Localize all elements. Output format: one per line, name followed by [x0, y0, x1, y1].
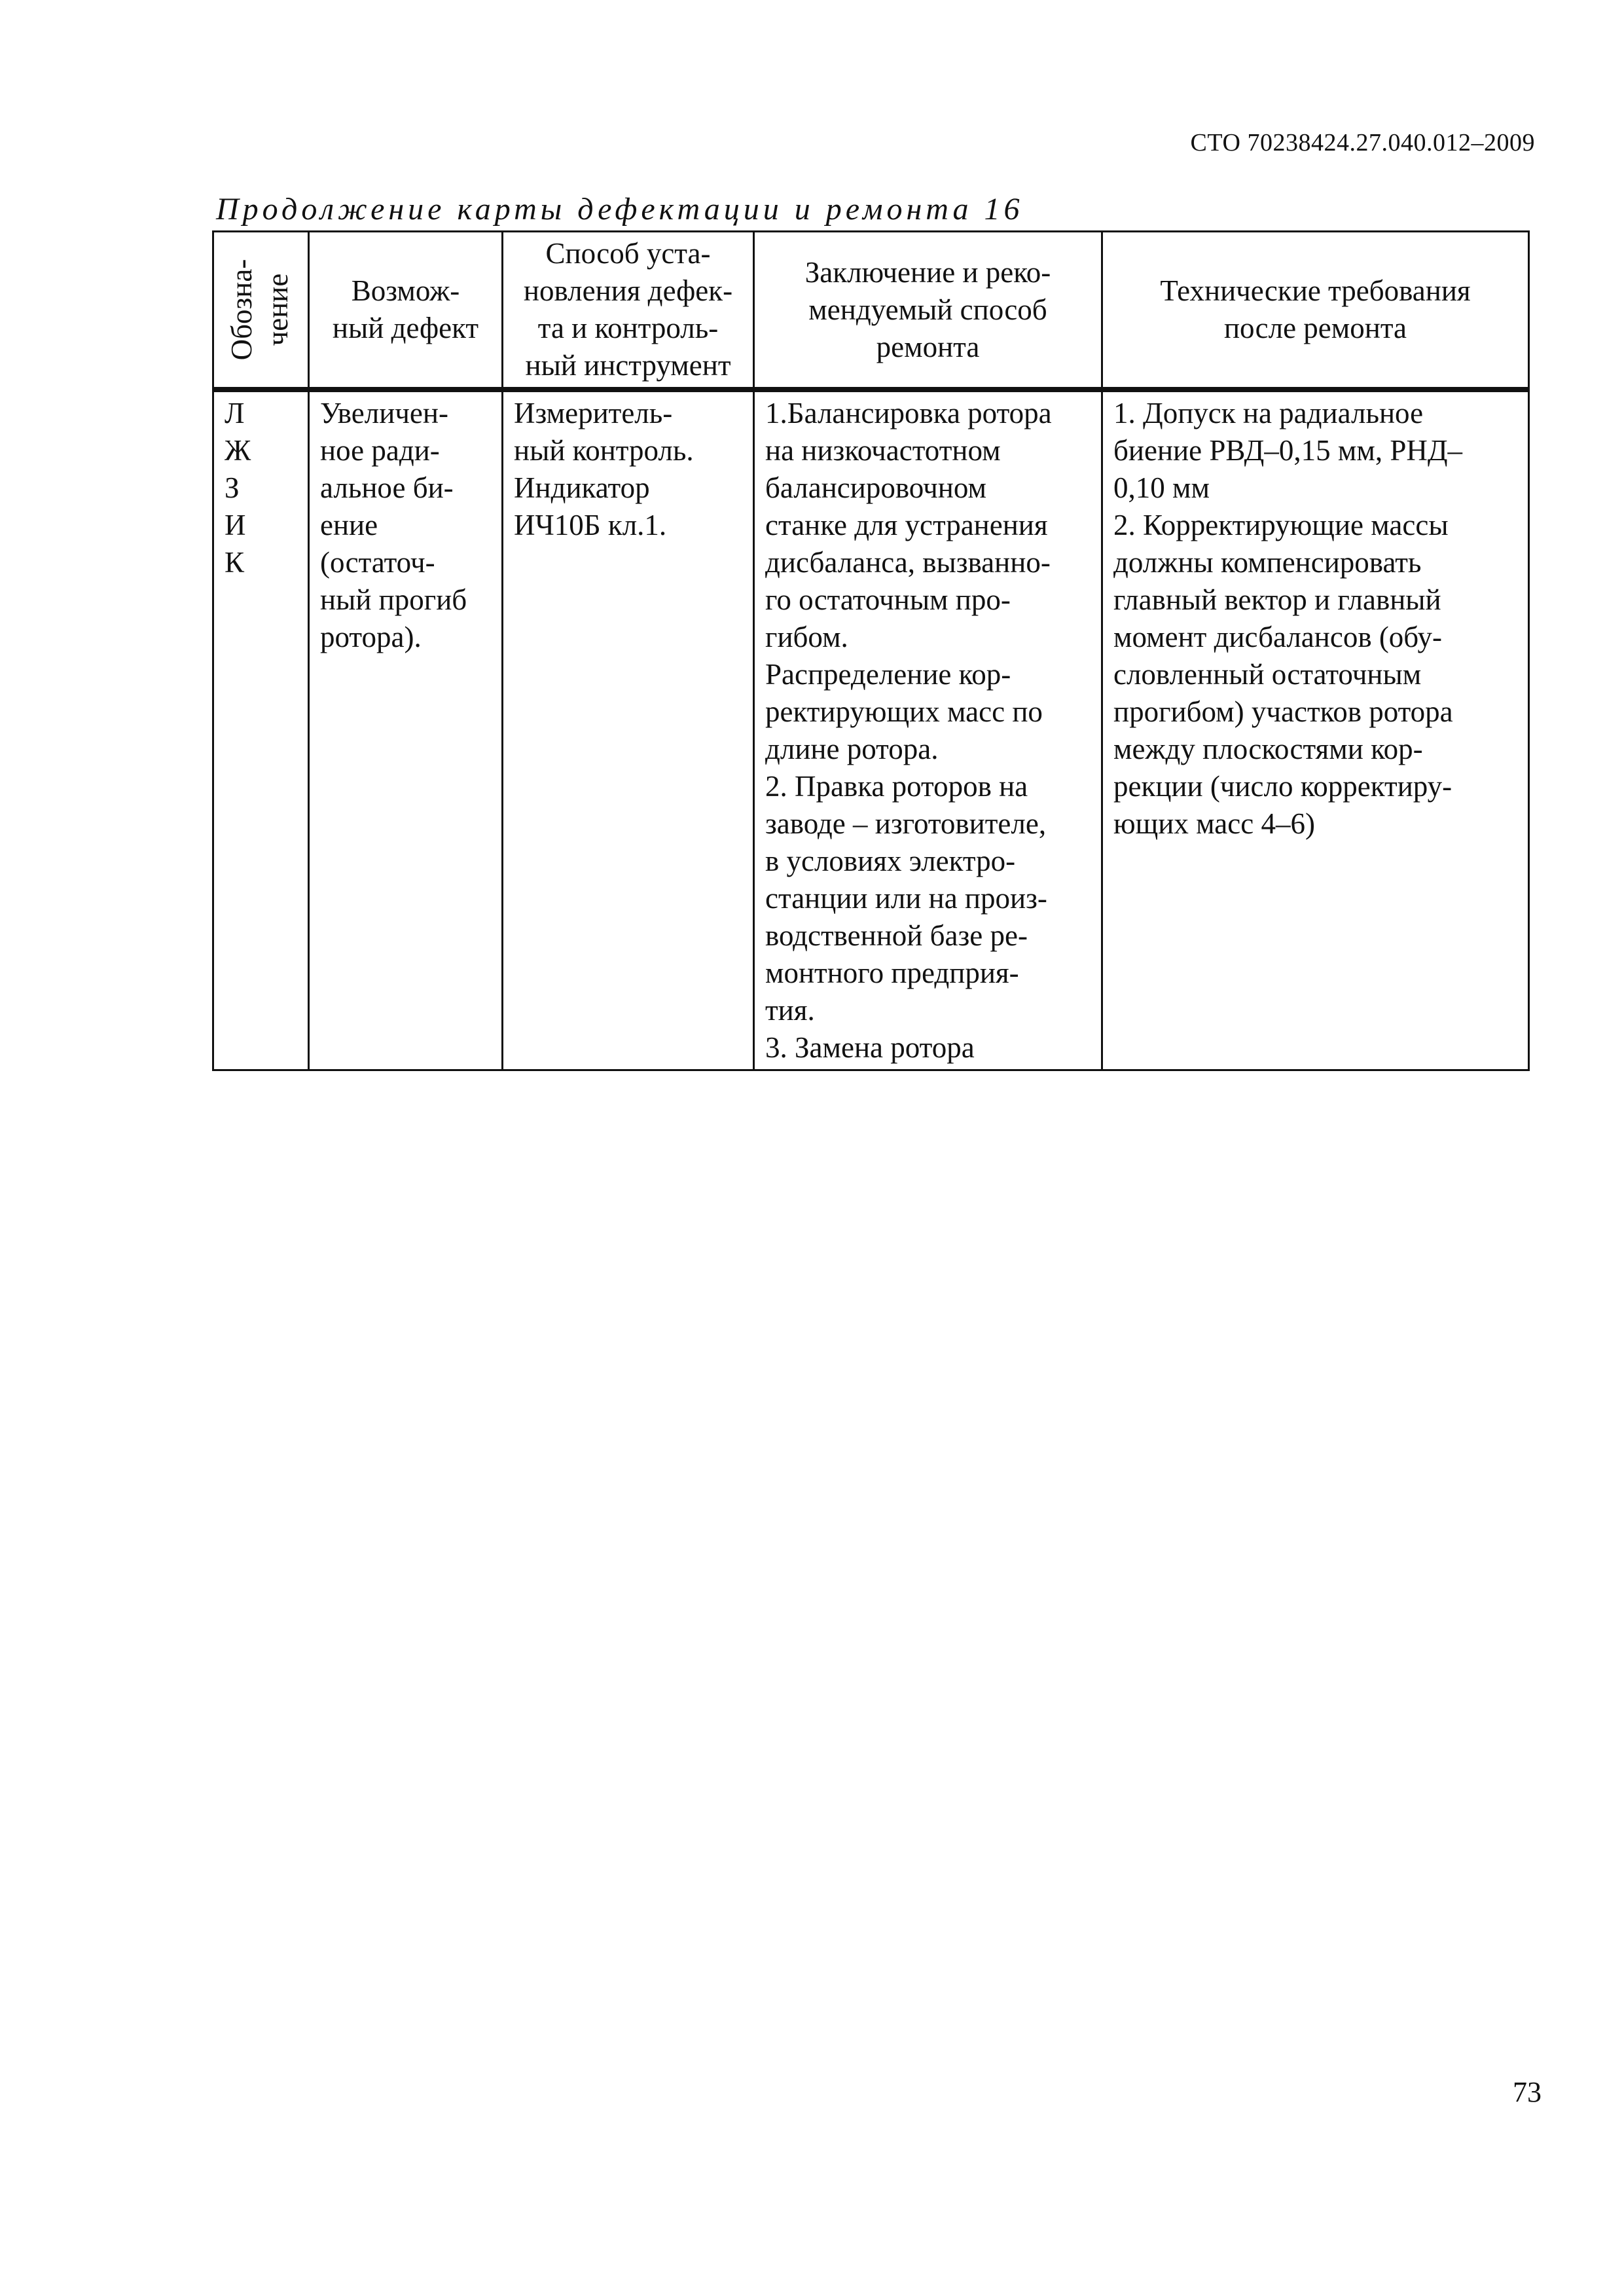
- document-code: СТО 70238424.27.040.012–2009: [1190, 129, 1535, 156]
- cell-code: [213, 390, 309, 1070]
- cell-requirements: 1. Допуск на радиальное биение РВД–0,15 мм, РНД– 0,10 мм 2. Корректирующие массы должны компенсировать главный вектор и главный момент дисбалансов (обу- словленный остаточным прогибом) участков ротора между плоскостями кор- рекции (число корректиру- ющих масс 4–6): [1102, 390, 1529, 1070]
- table-row: [213, 390, 1529, 1070]
- column-header-method: Способ уста- новления дефек- та и контроль- ный инструмент: [503, 232, 754, 390]
- defect-repair-table: [212, 230, 1530, 1071]
- code-letter: И: [225, 509, 246, 541]
- cell-conclusion: 1.Балансировка ротора на низкочастотном балансировочном станке для устранения дисбаланса, вызванно- го остаточным про- гибом. Распределение кор- ректирующих масс по длине ротора. 2. Правка роторов на заводе – изготовителе, в условиях электро- станции или на произ- водственной базе ре- монтного предприя- тия. 3. Замена ротора: [754, 390, 1102, 1070]
- code-letter: З: [225, 471, 240, 504]
- page-number: 73: [1513, 2076, 1542, 2108]
- column-header-conclusion: Заключение и реко- мендуемый способ ремонта: [754, 232, 1102, 390]
- code-letter: Ж: [225, 434, 251, 467]
- column-header-requirements: Технические требования после ремонта: [1102, 232, 1529, 390]
- code-letter: Л: [225, 397, 245, 429]
- cell-method: Измеритель- ный контроль. Индикатор ИЧ10Б кл.1.: [503, 390, 754, 1070]
- table-header-row: [213, 232, 1529, 390]
- column-header-code: [213, 232, 309, 390]
- cell-defect: Увеличен- ное ради- альное би- ение (остаточ- ный прогиб ротора).: [309, 390, 503, 1070]
- column-header-code-label: Обозна- чение: [225, 259, 294, 361]
- code-letter: К: [225, 546, 245, 579]
- column-header-defect: Возмож- ный дефект: [309, 232, 503, 390]
- table-caption: Продолжение карты дефектации и ремонта 16: [216, 192, 1024, 227]
